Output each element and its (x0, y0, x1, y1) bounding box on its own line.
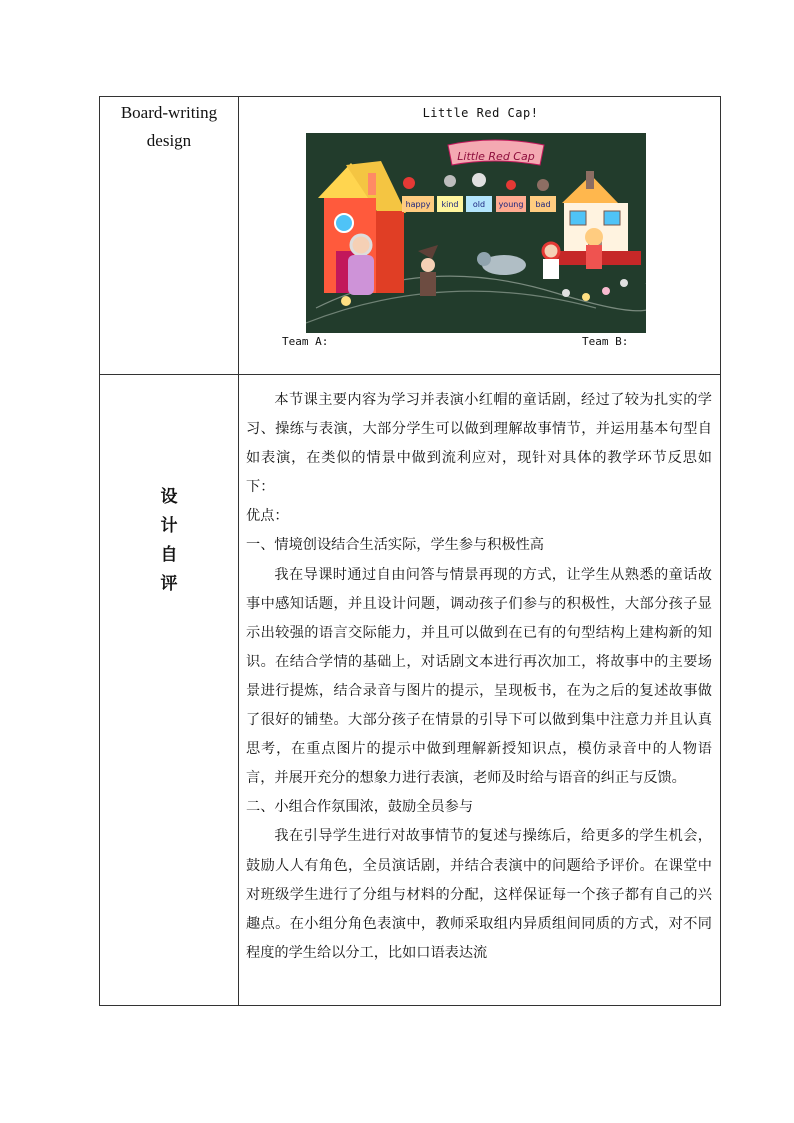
point2-title: 二、小组合作氛围浓，鼓励全员参与 (246, 799, 474, 816)
word-card-bad: bad (535, 200, 551, 209)
banner-text: Little Red Cap (457, 150, 535, 163)
column-divider (238, 97, 239, 1005)
point2-body: 我在引导学生进行对故事情节的复述与操练后，给更多的学生机会，鼓励人人有角色，全员演话剧，并结合表演中的问题给予评价。在课堂中对班级学生进行了分组与材料的分配，这样保证每一个孩子都有自己的兴趣点。在小组分角色表演中，教师采取组内异质组间同质的方式，对不同程度的学生给以分工，比如口语表达流 (246, 828, 712, 961)
word-card-old: old (472, 200, 486, 209)
reflection-text (246, 386, 712, 968)
self-eval-char: 评 (160, 574, 178, 594)
advantages-label: 优点： (246, 508, 289, 525)
board-writing-label-line2: design (146, 131, 192, 150)
self-eval-char: 设 (160, 487, 178, 507)
team-a-label: Team A: (282, 335, 329, 348)
board-writing-label-line1: Board-writing (120, 103, 218, 122)
board-title: Little Red Cap! (422, 106, 539, 120)
point1-body: 我在导课时通过自由问答与情景再现的方式，让学生从熟悉的童话故事中感知话题，并且设计问题，调动孩子们参与的积极性，大部分孩子显示出较强的语言交际能力，并且可以做到在已有的句型结构上建构新的知识。在结合学情的基础上，对话剧文本进行再次加工，将故事中的主要场景进行提炼，结合录音与图片的提示，呈现板书，在为之后的复述故事做了很好的铺垫。大部分孩子在情景的引导下可以做到集中注意力并且认真思考，在重点图片的提示中做到理解新授知识点，模仿录音中的人物语言，并展开充分的想象力进行表演，老师及时给与语音的纠正与反馈。 (246, 566, 712, 787)
row-divider (100, 374, 720, 375)
board-writing-label (100, 99, 238, 155)
team-b-label: Team B: (582, 335, 629, 348)
point1-title: 一、情境创设结合生活实际，学生参与积极性高 (246, 537, 544, 554)
self-evaluation-label (100, 483, 238, 599)
blackboard-photo (306, 133, 646, 333)
word-card-young: young (498, 200, 524, 209)
self-eval-char: 自 (160, 545, 178, 565)
self-eval-char: 计 (160, 516, 178, 536)
lesson-table (99, 96, 721, 1006)
reflection-intro: 本节课主要内容为学习并表演小红帽的童话剧，经过了较为扎实的学习、操练与表演，大部分学生可以做到理解故事情节，并运用基本句型自如表演，在类似的情景中做到流利应对，现针对具体的教学环节反思如下： (246, 392, 712, 496)
word-card-kind: kind (441, 200, 459, 209)
word-card-happy: happy (405, 200, 431, 209)
